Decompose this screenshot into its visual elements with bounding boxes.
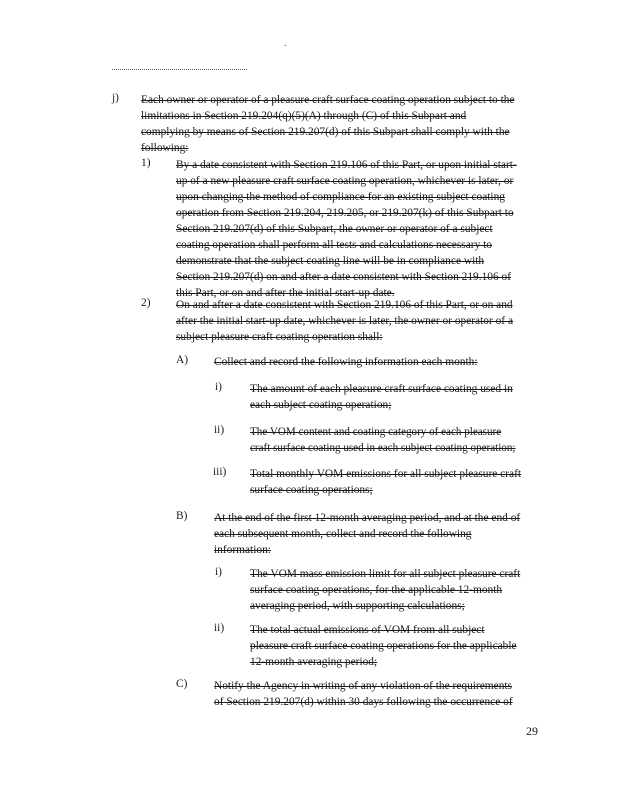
text-line: Section 219.207(d) of this Subpart, the owner or operator of a subject: [176, 223, 493, 235]
text-line: averaging period, with supporting calculations;: [250, 600, 465, 612]
item-2-label: 2): [141, 297, 151, 309]
text-line: coating operation shall perform all tests and calculations necessary to: [176, 239, 492, 251]
top-mark: .: [284, 38, 287, 49]
text-line: On and after a date consistent with Section 219.106 of this Part, or on and: [176, 299, 513, 311]
text-line: each subsequent month, collect and record the following: [214, 528, 472, 540]
item-A-ii-label: ii): [214, 424, 225, 436]
text-line: 12-month averaging period;: [250, 656, 378, 668]
item-A-i-text: [250, 381, 513, 413]
item-B-ii-label: ii): [214, 622, 225, 634]
text-line: Notify the Agency in writing of any violation of the requirements: [214, 680, 512, 692]
text-line: Each owner or operator of a pleasure craft surface coating operation subject to the: [141, 94, 515, 106]
text-line: The amount of each pleasure craft surface coating used in: [250, 383, 513, 395]
item-A-label: A): [176, 354, 189, 366]
text-line: after the initial start-up date, whichever is later, the owner or operator of a: [176, 315, 514, 327]
text-line: following:: [141, 142, 189, 154]
item-A-ii-text: [250, 424, 516, 456]
text-line: The VOM mass emission limit for all subject pleasure craft: [250, 568, 521, 580]
item-B-i-text: [250, 566, 520, 614]
text-line: up of a new pleasure craft surface coating operation, whichever is later, or: [176, 175, 514, 187]
item-A-iii-label: iii): [213, 466, 227, 478]
item-B-ii-text: [250, 622, 517, 670]
text-line: subject pleasure craft coating operation shall:: [176, 331, 383, 343]
page-number: 29: [526, 724, 538, 738]
text-line: The VOM content and coating category of each pleasure: [250, 426, 502, 438]
item-B-label: B): [176, 510, 188, 522]
text-line: By a date consistent with Section 219.106 of this Part, or upon initial start-: [176, 159, 517, 171]
text-line: craft surface coating used in each subject coating operation;: [250, 442, 516, 454]
item-2-text: [176, 297, 513, 345]
section-j-label: j): [112, 92, 119, 104]
item-C-label: C): [176, 678, 188, 690]
text-line: surface coating operations;: [250, 484, 373, 496]
text-line: operation from Section 219.204, 219.205, or 219.207(k) of this Subpart to: [176, 207, 514, 219]
item-A-iii-text: [250, 466, 521, 498]
item-C-text: [214, 678, 513, 710]
text-line: demonstrate that the subject coating line will be in compliance with: [176, 255, 485, 267]
text-line: this Part, or on and after the initial start-up date.: [176, 287, 395, 299]
section-j-text: [141, 92, 515, 156]
text-line: Total monthly VOM emissions for all subject pleasure craft: [250, 468, 522, 480]
dotted-separator: [112, 69, 247, 70]
text-line: At the end of the first 12-month averaging period, and at the end of: [214, 512, 521, 524]
text-line: upon changing the method of compliance for an existing subject coating: [176, 191, 505, 203]
item-A-i-label: i): [215, 381, 222, 393]
text-line: Collect and record the following information each month:: [214, 356, 478, 368]
text-line: Section 219.207(d) on and after a date consistent with Section 219.106 of: [176, 271, 512, 283]
item-B-text: [214, 510, 520, 558]
text-line: pleasure craft surface coating operations for the applicable: [250, 640, 517, 652]
item-1-label: 1): [141, 157, 151, 169]
item-1-text: [176, 157, 517, 301]
item-B-i-label: i): [215, 566, 222, 578]
text-line: of Section 219.207(d) within 30 days following the occurrence of: [214, 696, 513, 708]
text-line: information:: [214, 544, 271, 556]
item-A-text: [214, 354, 478, 370]
text-line: surface coating operations, for the applicable 12-month: [250, 584, 503, 596]
text-line: limitations in Section 219.204(q)(5)(A) through (C) of this Subpart and: [141, 110, 467, 122]
text-line: The total actual emissions of VOM from all subject: [250, 624, 485, 636]
text-line: each subject coating operation;: [250, 399, 392, 411]
text-line: complying by means of Section 219.207(d) of this Subpart shall comply with the: [141, 126, 510, 138]
